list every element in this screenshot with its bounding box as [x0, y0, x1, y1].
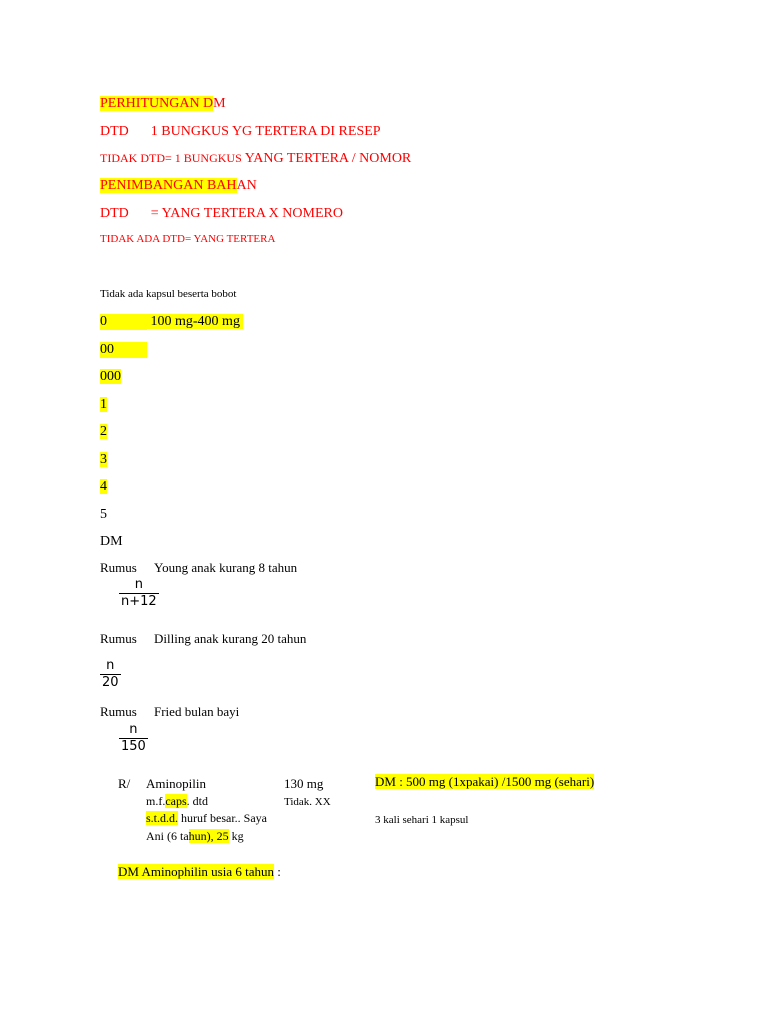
penimbangan-title	[100, 178, 257, 194]
fraction-numerator: n	[134, 577, 143, 592]
fraction-denominator: 20	[102, 675, 119, 691]
recipe-line-2	[146, 795, 208, 809]
capsule-size: 5	[100, 507, 107, 522]
rumus-young-line	[100, 561, 297, 576]
capsule-row	[100, 342, 147, 358]
fraction-numerator: n	[129, 722, 138, 737]
perhitungan-title	[100, 96, 226, 112]
fraction-denominator: n+12	[121, 594, 157, 610]
recipe-signa-rest: huruf besar.. Saya	[178, 811, 267, 825]
capsule-size: 2	[100, 424, 107, 439]
perhitungan-title-rest: M	[213, 96, 226, 111]
recipe-quantity: Tidak. XX	[284, 796, 331, 808]
penimbangan-dtd-line	[100, 206, 343, 222]
rumus-dilling-line	[100, 632, 306, 647]
capsule-row	[100, 369, 121, 385]
capsule-size: 3	[100, 452, 107, 467]
rumus-name: Fried	[154, 704, 182, 719]
patient-weight-unit: kg	[228, 829, 244, 843]
fraction-numerator: n	[106, 658, 115, 673]
rumus-desc: anak kurang 20 tahun	[190, 631, 307, 646]
dilling-fraction	[100, 658, 121, 692]
capsule-weight: 100 mg-400 mg	[147, 314, 240, 329]
dm-note-text: DM : 500 mg (1xpakai) /1500 mg (sehari)	[375, 774, 595, 789]
rumus-fried-line	[100, 705, 239, 720]
capsule-heading: Tidak ada kapsul beserta bobot	[100, 288, 237, 300]
perhitungan-dtd-line	[100, 124, 381, 140]
capsule-row	[100, 424, 107, 440]
capsule-row	[100, 452, 107, 468]
tidak-dtd-text: TIDAK DTD= 1 BUNGKUS	[100, 151, 242, 165]
rumus-name: Dilling	[154, 631, 191, 646]
capsule-row	[100, 479, 107, 495]
recipe-dm-note	[375, 775, 594, 790]
capsule-size: 0	[100, 314, 147, 330]
rumus-desc: bulan bayi	[181, 704, 240, 719]
capsule-size: 000	[100, 369, 121, 384]
dm-aminophilin-text: DM Aminophilin usia 6 tahun	[118, 864, 274, 879]
recipe-dose: 130 mg	[284, 776, 324, 791]
rumus-desc: anak kurang 8 tahun	[188, 560, 298, 575]
tidak-dtd-line	[100, 151, 411, 167]
recipe-mf: m.f.	[146, 794, 166, 808]
fraction-denominator: 150	[121, 739, 146, 755]
dose-note-text: 3 kali sehari 1 kapsul	[375, 814, 469, 826]
capsule-size: 00	[100, 342, 147, 358]
dtd-label: DTD	[100, 206, 129, 221]
patient-name: Ani (6 ta	[146, 829, 189, 843]
dm-aminophilin-line	[118, 865, 281, 880]
rumus-label: Rumus	[100, 631, 137, 646]
recipe-caps: caps	[165, 794, 187, 808]
young-fraction	[119, 577, 159, 611]
dm-heading: DM	[100, 534, 123, 549]
capsule-row	[100, 397, 107, 413]
tidak-dtd-rest: YANG TERTERA / NOMOR	[241, 151, 412, 166]
recipe-line-3	[146, 812, 267, 826]
recipe-drug: Aminopilin	[146, 776, 206, 791]
penimbangan-title-highlight: PENIMBANGAN BAH	[100, 178, 237, 193]
patient-age-weight: hun), 25	[188, 829, 229, 843]
capsule-size: 1	[100, 397, 107, 412]
perhitungan-title-highlight: PERHITUNGAN D	[100, 96, 214, 111]
capsule-size: 4	[100, 479, 107, 494]
dm-aminophilin-colon: :	[274, 864, 281, 879]
recipe-dose-note	[375, 813, 468, 827]
penimbangan-title-rest: AN	[236, 178, 257, 193]
rumus-label: Rumus	[100, 704, 137, 719]
dtd-label: DTD	[100, 124, 129, 139]
recipe-dtd: . dtd	[186, 794, 209, 808]
tidak-ada-dtd-line: TIDAK ADA DTD= YANG TERTERA	[100, 233, 276, 245]
recipe-signa: s.t.d.d.	[146, 811, 179, 825]
fried-fraction	[119, 722, 148, 756]
rumus-label: Rumus	[100, 560, 137, 575]
rumus-name: Young	[154, 560, 189, 575]
dtd-text: = YANG TERTERA X NOMERO	[150, 206, 343, 221]
dtd-text: 1 BUNGKUS YG TERTERA DI RESEP	[150, 124, 381, 139]
capsule-row	[100, 314, 243, 330]
recipe-line-4	[146, 830, 244, 844]
recipe-r-symbol: R/	[118, 776, 131, 791]
capsule-row	[100, 507, 107, 523]
